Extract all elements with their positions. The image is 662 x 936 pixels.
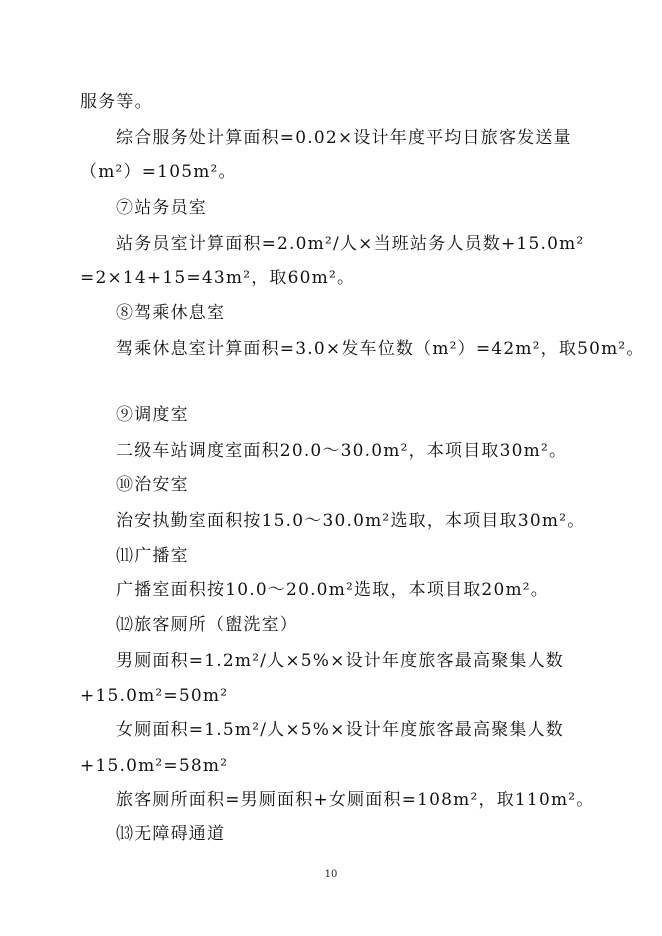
text-line-service-etc: 服务等。 — [80, 92, 153, 112]
text-line-broadcast-room-area: 广播室面积按10.0～20.0m²选取，本项目取20m²。 — [116, 580, 550, 600]
text-line-staff-room-formula: 站务员室计算面积=2.0m²/人×当班站务人员数+15.0m² — [116, 234, 585, 254]
page-number: 10 — [324, 869, 338, 880]
section-heading-security-room: ⑩治安室 — [116, 475, 189, 495]
section-heading-driver-rest-room: ⑧驾乘休息室 — [116, 303, 226, 323]
text-line-female-toilet-formula: 女厕面积=1.5m²/人×5%×设计年度旅客最高聚集人数 — [116, 720, 564, 740]
section-heading-toilets: ⑿旅客厕所（盥洗室） — [116, 615, 298, 635]
text-line-driver-rest-room-formula: 驾乘休息室计算面积=3.0×发车位数（m²）=42m²，取50m²。 — [116, 339, 645, 359]
text-line-dispatch-room-area: 二级车站调度室面积20.0～30.0m²，本项目取30m²。 — [116, 441, 568, 461]
text-line-male-toilet-formula: 男厕面积=1.2m²/人×5%×设计年度旅客最高聚集人数 — [116, 651, 564, 671]
section-heading-broadcast-room: ⑾广播室 — [116, 546, 189, 566]
text-line-male-toilet-result: +15.0m²=50m² — [80, 686, 229, 706]
section-heading-dispatch-room: ⑨调度室 — [116, 405, 189, 425]
section-heading-staff-room: ⑦站务员室 — [116, 198, 207, 218]
text-line-total-toilet-area: 旅客厕所面积=男厕面积+女厕面积=108m²，取110m²。 — [116, 790, 595, 810]
text-line-service-area-formula: 综合服务处计算面积=0.02×设计年度平均日旅客发送量 — [116, 128, 572, 148]
section-heading-accessible-passage: ⒀无障碍通道 — [116, 824, 226, 844]
text-line-female-toilet-result: +15.0m²=58m² — [80, 756, 229, 776]
text-line-staff-room-result: =2×14+15=43m²，取60m²。 — [80, 268, 356, 288]
text-line-security-room-area: 治安执勤室面积按15.0～30.0m²选取，本项目取30m²。 — [116, 511, 586, 531]
text-line-service-area-result: （m²）=105m²。 — [80, 162, 237, 182]
